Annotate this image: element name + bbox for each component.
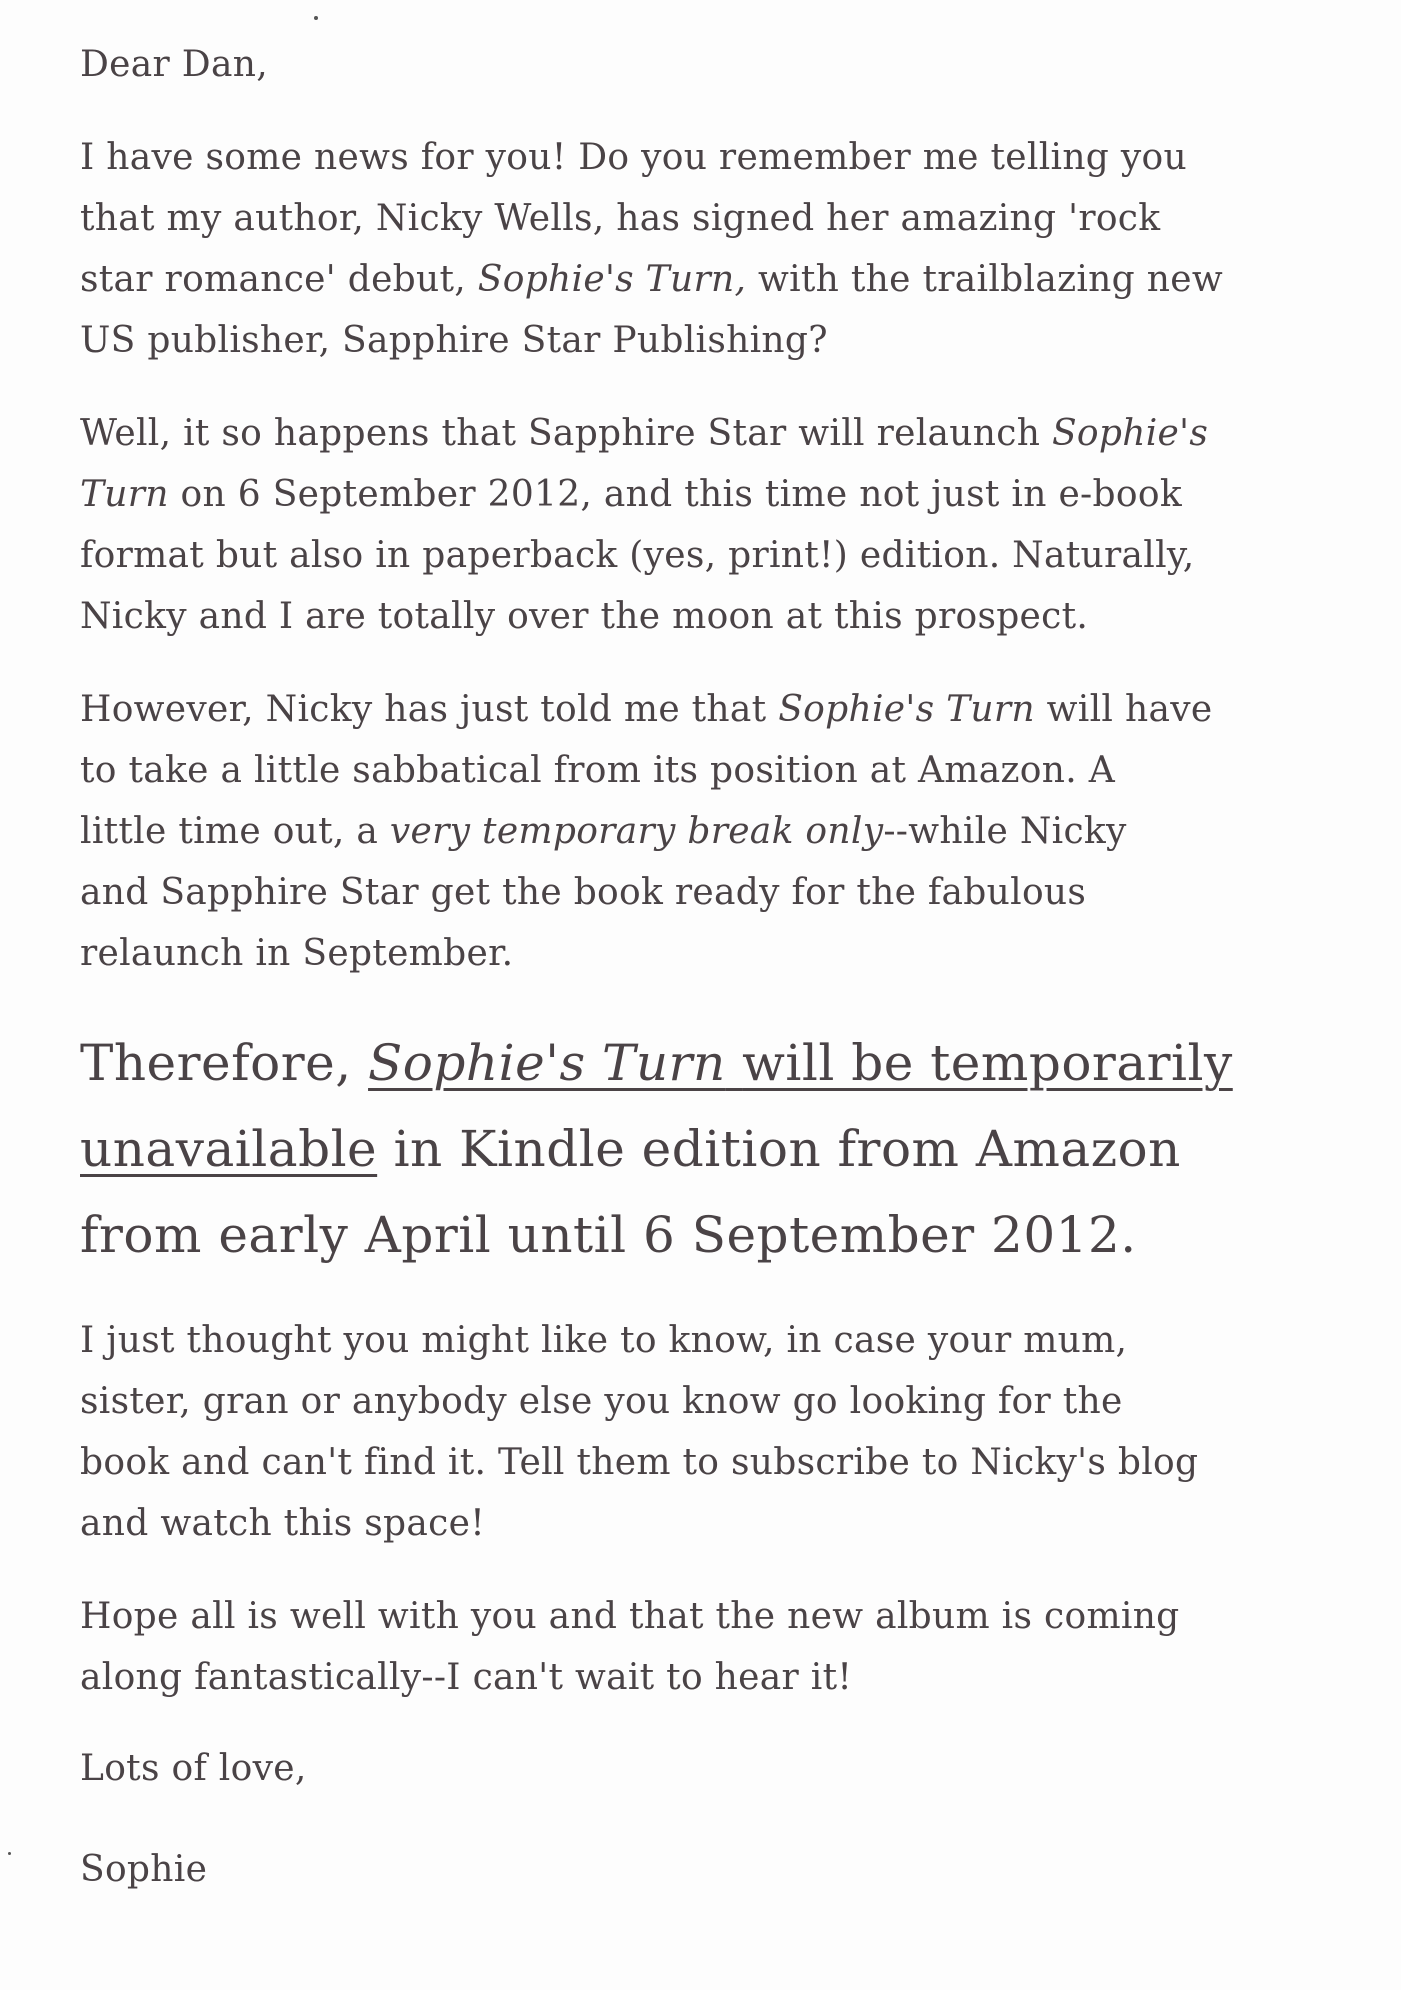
text-line: However, Nicky has just told me that Sophie's Turn will have [80,689,1213,730]
text-line: relaunch in September. [80,933,514,974]
emphasis-text: very temporary break only [389,811,884,852]
greeting [80,34,1330,95]
text-line: from early April until 6 September 2012. [80,1206,1137,1264]
closing [80,1738,1330,1799]
paragraph-info [80,1310,1330,1554]
book-title: Sophie's [1051,413,1209,454]
book-title: Sophie's Turn, [477,259,747,300]
text-line: book and can't find it. Tell them to subscribe to Nicky's blog [80,1442,1199,1483]
scan-speck [314,16,318,20]
underlined-text: unavailable [80,1120,378,1178]
paragraph-wishes [80,1586,1330,1708]
letter-body [80,34,1330,1900]
text-line: along fantastically--I can't wait to hear it! [80,1657,853,1698]
closing-text: Lots of love, [80,1748,307,1789]
paragraph-news [80,127,1330,371]
greeting-text: Dear Dan, [80,44,268,85]
text-line: and Sapphire Star get the book ready for the fabulous [80,872,1087,913]
announcement [80,1020,1330,1278]
text-line: star romance' debut, Sophie's Turn, with the trailblazing new [80,259,1223,300]
book-title: Turn [80,474,169,515]
text-line: format but also in paperback (yes, print!) edition. Naturally, [80,535,1195,576]
text-line: Well, it so happens that Sapphire Star will relaunch Sophie's [80,413,1209,454]
text-line: Therefore, Sophie's Turn will be temporarily [80,1034,1233,1092]
text-line: sister, gran or anybody else you know go looking for the [80,1381,1123,1422]
text-line: unavailable in Kindle edition from Amazon [80,1120,1181,1178]
book-title: Sophie's Turn [368,1034,726,1092]
text-line: and watch this space! [80,1503,485,1544]
paragraph-sabbatical [80,679,1330,984]
text-line: Nicky and I are totally over the moon at this prospect. [80,596,1089,637]
text-line: US publisher, Sapphire Star Publishing? [80,320,828,361]
text-line: I have some news for you! Do you remember me telling you [80,137,1187,178]
signature [80,1839,1330,1900]
text-line: Hope all is well with you and that the new album is coming [80,1596,1180,1637]
paragraph-relaunch [80,403,1330,647]
text-line: to take a little sabbatical from its position at Amazon. A [80,750,1116,791]
book-title: Sophie's Turn [778,689,1035,730]
text-line: little time out, a very temporary break only--while Nicky [80,811,1127,852]
text-line: I just thought you might like to know, in case your mum, [80,1320,1128,1361]
underlined-text: Sophie's Turn will be temporarily [368,1034,1233,1092]
scan-speck [8,1852,11,1855]
text-line: Turn on 6 September 2012, and this time not just in e-book [80,474,1182,515]
signature-text: Sophie [80,1849,208,1890]
text-line: that my author, Nicky Wells, has signed her amazing 'rock [80,198,1161,239]
